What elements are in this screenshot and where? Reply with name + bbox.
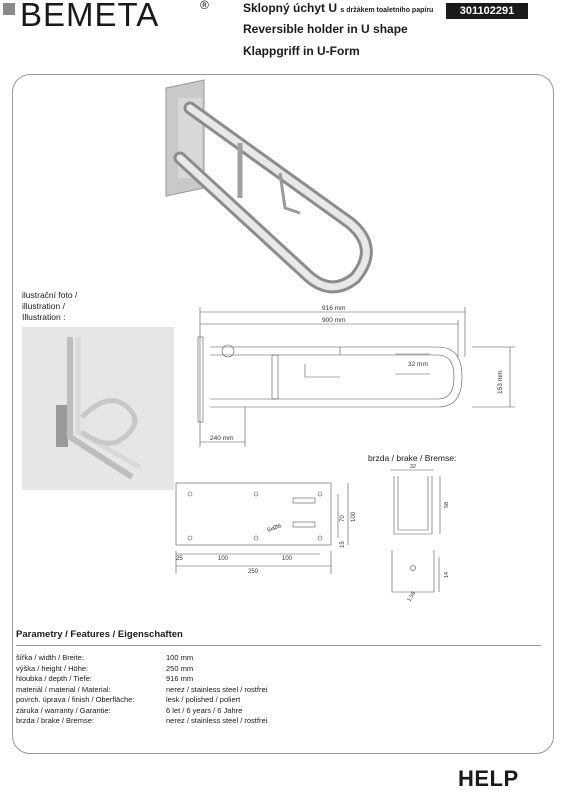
logo-square — [3, 3, 15, 15]
plate-250: 250 — [248, 569, 259, 575]
plate-100b: 100 — [282, 556, 293, 562]
title-en: Reversible holder in U shape — [243, 22, 408, 36]
dim-inner: 900 mm — [322, 317, 346, 324]
brake-dim-r: 1,58 — [406, 590, 418, 603]
param-value: 6 let / 6 years / 6 Jahre — [166, 705, 243, 715]
product-photo — [160, 78, 390, 303]
params-labels — [16, 653, 134, 727]
dim-height: 153 mm — [497, 370, 504, 394]
brand-logo: BEMETA — [20, 0, 160, 33]
registered-mark: ® — [200, 0, 209, 12]
param-value: lesk / polished / poliert — [166, 695, 241, 704]
brake-dim-58: 58 — [444, 501, 450, 508]
param-value: 100 mm — [166, 653, 194, 662]
product-line-help: HELP — [458, 766, 519, 791]
brake-dim-14: 14 — [444, 571, 450, 578]
params-title: Parametry / Features / Eigenschaften — [16, 629, 183, 640]
params-divider — [16, 645, 541, 646]
dim-tube: 32 mm — [408, 361, 428, 368]
param-value: nerez / stainless steel / rostfrei — [166, 716, 268, 725]
title-de: Klappgriff in U-Form — [243, 44, 360, 58]
brake-title: brzda / brake / Bremse: — [368, 453, 457, 463]
plate-holes: 6xØ6 — [266, 523, 283, 534]
plate-15: 15 — [340, 541, 346, 548]
param-value: 916 mm — [166, 674, 194, 683]
param-label: materiál / material / Material: — [16, 684, 111, 694]
plate-100a: 100 — [218, 556, 229, 562]
plate-25: 25 — [176, 556, 183, 562]
param-label: hloubka / depth / Tiefe: — [16, 674, 92, 683]
param-value: nerez / stainless steel / rostfrei — [166, 684, 268, 694]
dim-total: 916 mm — [322, 305, 346, 312]
plate-70: 70 — [340, 515, 346, 522]
brake-drawing — [382, 462, 462, 612]
param-label: výška / height / Höhe: — [16, 663, 89, 673]
param-label: záruka / warranty / Garantie: — [16, 705, 111, 715]
title-cz-sub: s držákem toaletního papíru — [340, 7, 434, 14]
illustration-photo — [22, 327, 174, 490]
plate-drawing — [168, 478, 363, 578]
param-label: brzda / brake / Bremse: — [16, 716, 94, 725]
plate-100v: 100 — [351, 511, 357, 522]
title-cz: Sklopný úchyt U s držákem toaletního papíru — [243, 1, 434, 15]
illustration-label: ilustrační foto / illustration / Illustration : — [22, 290, 78, 322]
params-values — [166, 653, 267, 727]
product-code: 301102291 — [446, 3, 528, 19]
brake-dim-32: 32 — [410, 464, 417, 470]
dim-offset: 240 mm — [210, 435, 234, 442]
param-label: povrch. úprava / finish / Oberfläche: — [16, 695, 135, 704]
param-value: 250 mm — [166, 663, 194, 673]
top-view-drawing — [190, 302, 525, 452]
param-label: šířka / width / Breite: — [16, 653, 84, 662]
